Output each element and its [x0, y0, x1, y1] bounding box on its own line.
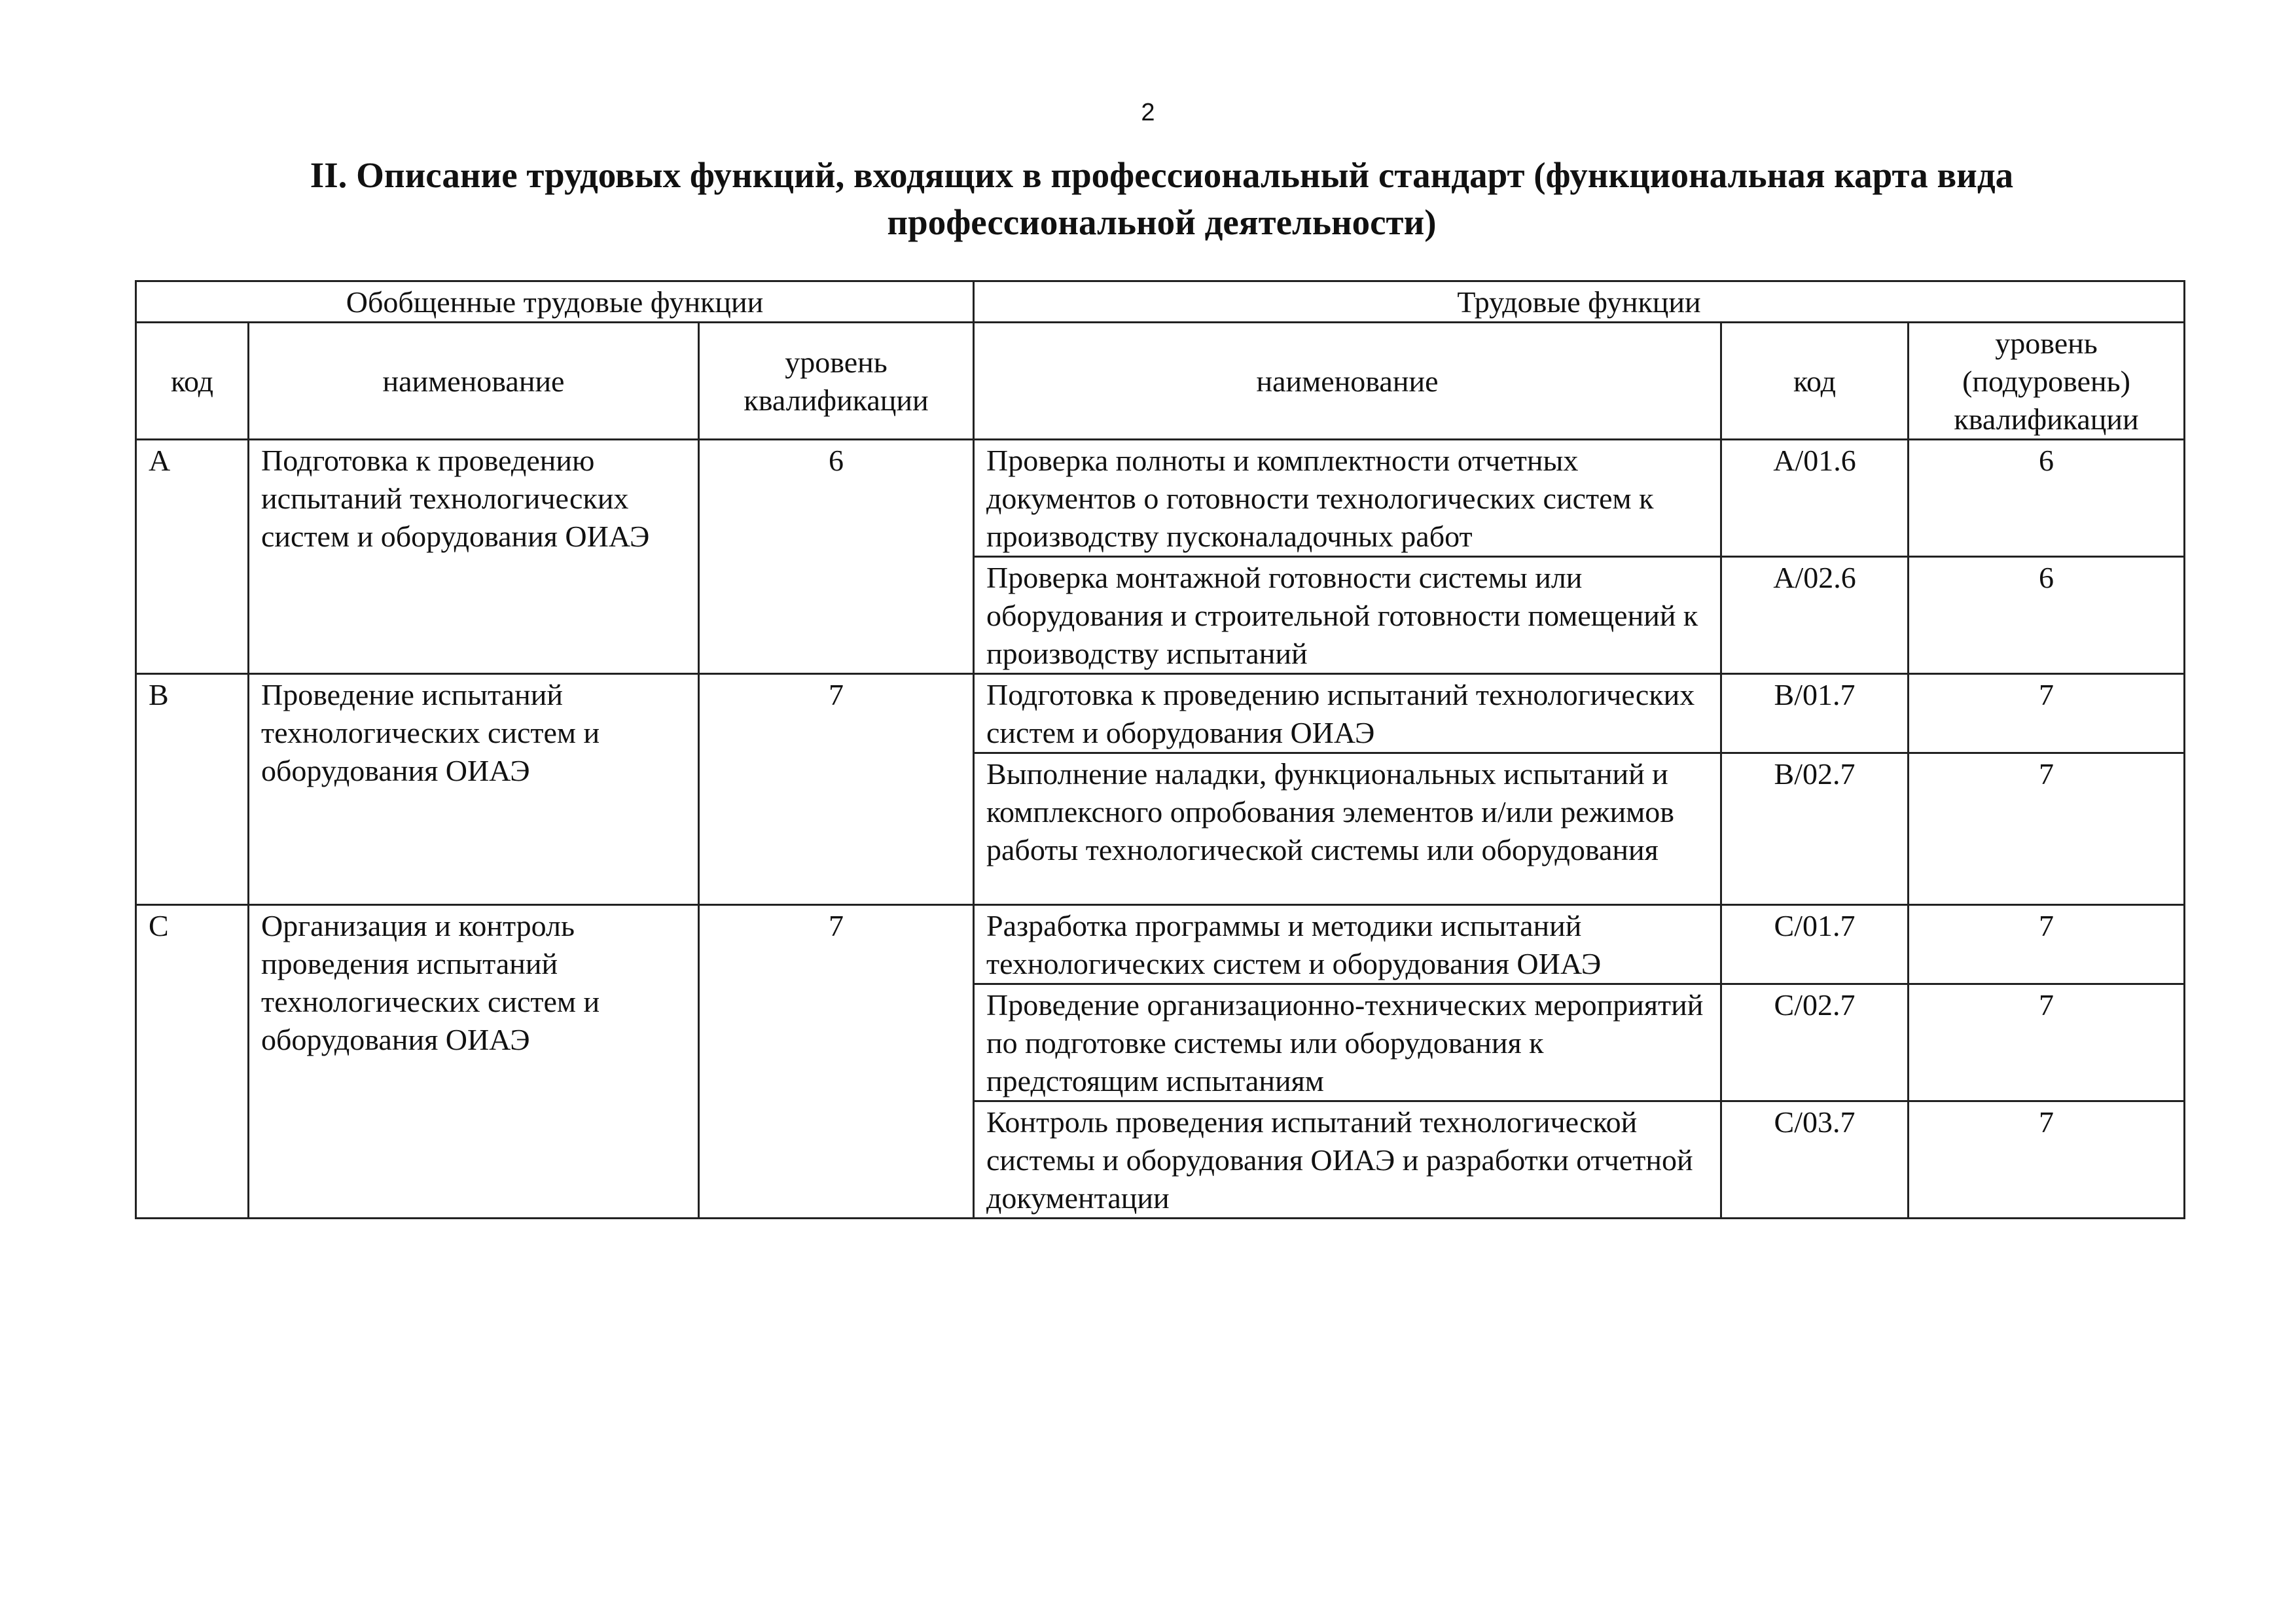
tf-name-cell: Выполнение наладки, функциональных испытаний и комплексного опробования элементов и/или режимов работы технологической системы или оборудования [974, 753, 1721, 905]
functional-map-table [135, 280, 2185, 1219]
tf-level-cell: 6 [1909, 557, 2185, 674]
tf-name-cell: Проверка монтажной готовности системы или оборудования и строительной готовности помещений к производству испытаний [974, 557, 1721, 674]
labor-functions-header: Трудовые функции [974, 281, 2185, 323]
gen-level-cell: 7 [699, 674, 974, 905]
column-header-row [136, 323, 2185, 440]
gen-level-cell: 6 [699, 440, 974, 674]
page-number: 2 [1141, 99, 1155, 126]
tf-level-cell: 7 [1909, 905, 2185, 984]
tf-level-cell: 6 [1909, 440, 2185, 557]
tf-code-cell: C/02.7 [1721, 984, 1909, 1101]
table-row [136, 674, 2185, 753]
tf-code-header: код [1721, 323, 1909, 440]
tf-code-cell: A/01.6 [1721, 440, 1909, 557]
gen-level-header: уровень квалификации [699, 323, 974, 440]
tf-code-cell: B/02.7 [1721, 753, 1909, 905]
tf-name-cell: Разработка программы и методики испытаний технологических систем и оборудования ОИАЭ [974, 905, 1721, 984]
tf-name-cell: Подготовка к проведению испытаний технологических систем и оборудования ОИАЭ [974, 674, 1721, 753]
tf-level-cell: 7 [1909, 753, 2185, 905]
generalized-functions-header: Обобщенные трудовые функции [136, 281, 974, 323]
tf-code-cell: A/02.6 [1721, 557, 1909, 674]
gen-name-cell: Подготовка к проведению испытаний технологических систем и оборудования ОИАЭ [249, 440, 699, 674]
gen-code-cell: A [136, 440, 249, 674]
tf-name-cell: Контроль проведения испытаний технологической системы и оборудования ОИАЭ и разработки отчетной документации [974, 1101, 1721, 1219]
tf-code-cell: C/03.7 [1721, 1101, 1909, 1219]
tf-level-cell: 7 [1909, 984, 2185, 1101]
gen-code-cell: C [136, 905, 249, 1219]
gen-name-cell: Проведение испытаний технологических систем и оборудования ОИАЭ [249, 674, 699, 905]
tf-level-cell: 7 [1909, 1101, 2185, 1219]
gen-level-cell: 7 [699, 905, 974, 1219]
gen-code-header: код [136, 323, 249, 440]
gen-name-cell: Организация и контроль проведения испытаний технологических систем и оборудования ОИАЭ [249, 905, 699, 1219]
tf-name-cell: Проверка полноты и комплектности отчетных документов о готовности технологических систем к производству пусконаладочных работ [974, 440, 1721, 557]
tf-name-header: наименование [974, 323, 1721, 440]
tf-level-header: уровень (подуровень) квалификации [1909, 323, 2185, 440]
tf-code-cell: C/01.7 [1721, 905, 1909, 984]
tf-name-cell: Проведение организационно-технических мероприятий по подготовке системы или оборудования к предстоящим испытаниям [974, 984, 1721, 1101]
tf-level-cell: 7 [1909, 674, 2185, 753]
group-header-row [136, 281, 2185, 323]
gen-name-header: наименование [249, 323, 699, 440]
tf-code-cell: B/01.7 [1721, 674, 1909, 753]
gen-code-cell: B [136, 674, 249, 905]
section-title: II. Описание трудовых функций, входящих в профессиональный стандарт (функциональная карта вида профессиональной деятельности) [310, 155, 2014, 242]
table-row [136, 440, 2185, 557]
table-row [136, 905, 2185, 984]
